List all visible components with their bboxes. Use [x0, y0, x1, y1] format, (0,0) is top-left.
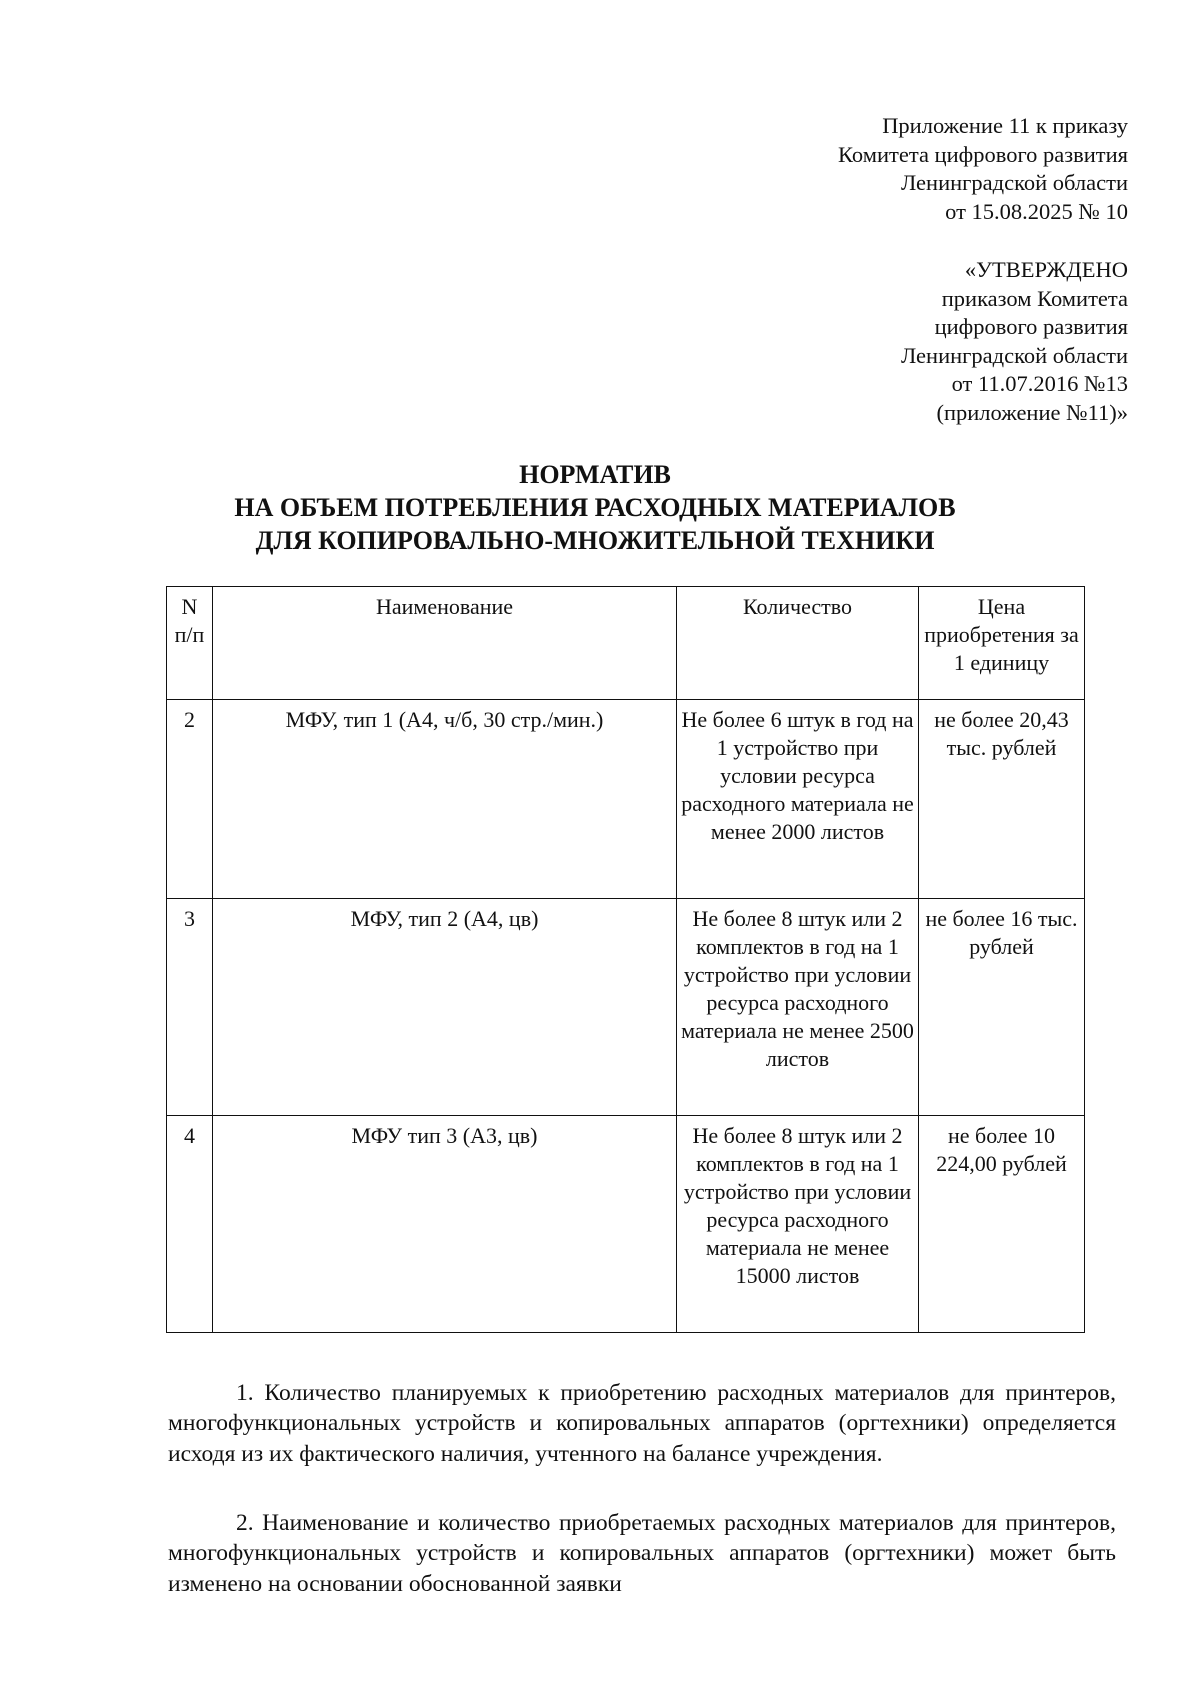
- cell-price: не более 20,43 тыс. рублей: [919, 700, 1085, 899]
- table-row: [167, 899, 1085, 1116]
- cell-qty: Не более 8 штук или 2 комплектов в год на 1 устройство при условии ресурса расходного материала не менее 2500 листов: [677, 899, 919, 1116]
- approval-line: цифрового развития: [934, 314, 1128, 339]
- approval-line: Ленинградской области: [900, 342, 1128, 368]
- cell-num: 3: [167, 899, 213, 1116]
- approval-line: от 11.07.2016 №13: [951, 371, 1128, 396]
- cell-name: МФУ, тип 2 (А4, цв): [213, 899, 677, 1116]
- appendix-line: Приложение 11 к приказу: [882, 113, 1128, 138]
- title-line: ДЛЯ КОПИРОВАЛЬНО-МНОЖИТЕЛЬНОЙ ТЕХНИКИ: [255, 526, 935, 555]
- document-title: [170, 458, 1020, 557]
- cell-name: МФУ тип 3 (А3, цв): [213, 1116, 677, 1333]
- paragraph-2: 2. Наименование и количество приобретаемых расходных материалов для принтеров, многофункциональных устройств и копировальных аппаратов (оргтехники) может быть изменено на основании обоснованной заявки: [168, 1509, 1116, 1597]
- cell-qty: Не более 8 штук или 2 комплектов в год на 1 устройство при условии ресурса расходного материала не менее 15000 листов: [677, 1116, 919, 1333]
- appendix-line: от 15.08.2025 № 10: [945, 198, 1128, 224]
- table-row: [167, 700, 1085, 899]
- cell-num: 4: [167, 1116, 213, 1333]
- cell-qty: Не более 6 штук в год на 1 устройство при условии ресурса расходного материала не менее 2000 листов: [677, 700, 919, 899]
- appendix-reference: [700, 112, 1128, 226]
- cell-name: МФУ, тип 1 (А4, ч/б, 30 стр./мин.): [213, 700, 677, 899]
- paragraph-1: 1. Количество планируемых к приобретению расходных материалов для принтеров, многофункциональных устройств и копировальных аппаратов (оргтехники) определяется исходя из их фактического наличия, учтенного на балансе учреждения.: [168, 1379, 1116, 1467]
- cell-num: 2: [167, 700, 213, 899]
- appendix-line: Комитета цифрового развития: [838, 141, 1128, 167]
- approval-stamp-text: [700, 256, 1128, 427]
- cell-price: не более 16 тыс. рублей: [919, 899, 1085, 1116]
- header-num: N п/п: [167, 587, 213, 700]
- title-line: НА ОБЪЕМ ПОТРЕБЛЕНИЯ РАСХОДНЫХ МАТЕРИАЛОВ: [234, 493, 956, 522]
- cell-price: не более 10 224,00 рублей: [919, 1116, 1085, 1333]
- header-price: Цена приобретения за 1 единицу: [919, 587, 1085, 700]
- norm-table: [166, 586, 1085, 1333]
- header-qty: Количество: [677, 587, 919, 700]
- approval-line: «УТВЕРЖДЕНО: [964, 257, 1128, 282]
- title-line: НОРМАТИВ: [519, 460, 671, 489]
- table-header-row: [167, 587, 1085, 700]
- table-row: [167, 1116, 1085, 1333]
- approval-line: приказом Комитета: [941, 285, 1128, 311]
- appendix-line: Ленинградской области: [900, 170, 1128, 195]
- header-name: Наименование: [213, 587, 677, 700]
- approval-line: (приложение №11)»: [936, 399, 1128, 425]
